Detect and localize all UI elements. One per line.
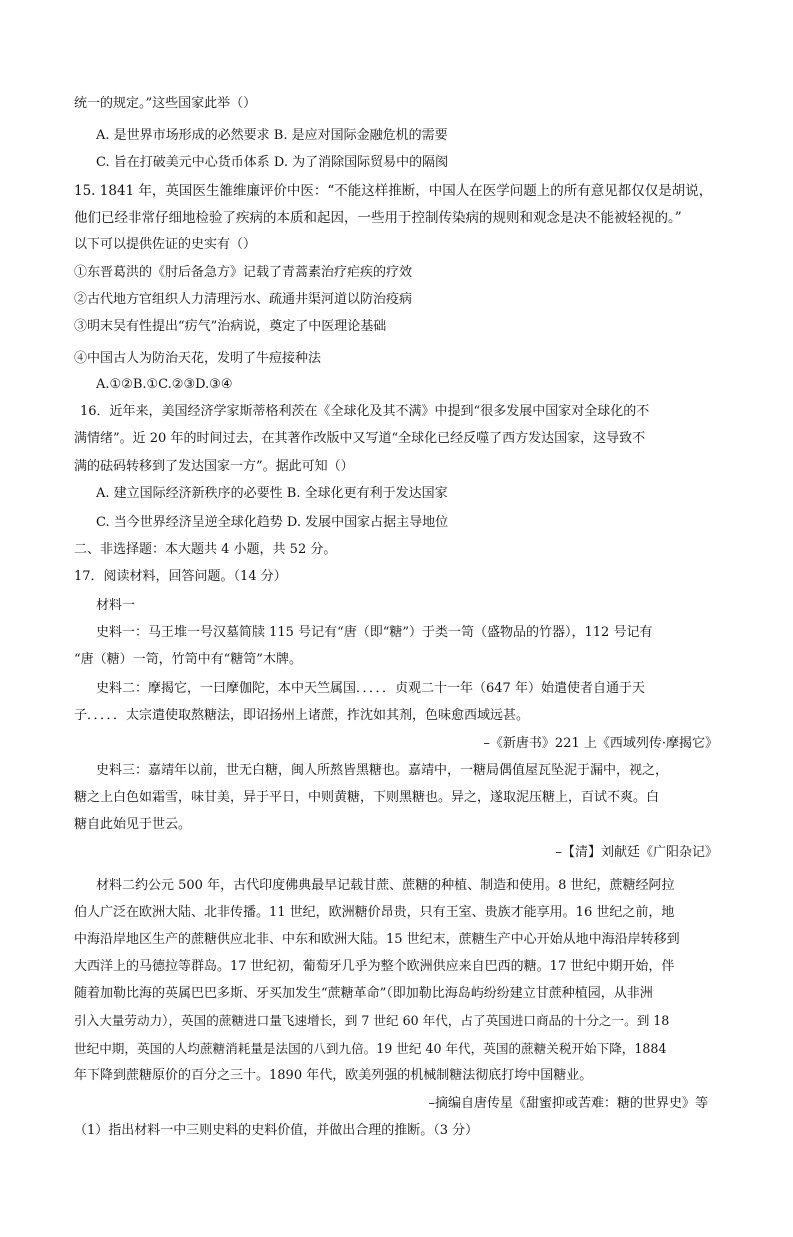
q15-item: ③明末吴有性提出“疠气”治病说，奠定了中医理论基础: [74, 319, 387, 334]
material-2-line: 中海沿岸地区生产的蔗糖供应北非、中东和欧洲大陆。15 世纪末，蔗糖生产中心开始从地中海沿岸转移到: [74, 932, 680, 947]
source-3-line: 糖自此始见于世云。: [74, 817, 192, 832]
source-2-citation: –《新唐书》221 上《西域列传·摩揭它》: [483, 736, 718, 751]
q16-stem-line: 满的砝码转移到了发达国家一方”。据此可知（）: [74, 459, 354, 474]
material-2-citation: –摘编自唐传星《甜蜜抑或苦难：糖的世界史》等: [428, 1096, 708, 1111]
material-2-line: 随着加勒比海的英属巴巴多斯、牙买加发生“蔗糖革命”（即加勒比海岛屿纷纷建立甘蔗种植园，从非洲: [74, 986, 653, 1001]
material-2-line: 年下降到蔗糖原价的百分之三十。1890 年代，欧美列强的机械制糖法彻底打垮中国糖业。: [74, 1068, 593, 1083]
q15-item: ①东晋葛洪的《肘后备急方》记载了青蒿素治疗疟疾的疗效: [74, 265, 413, 280]
q14-stem-end: 统一的规定。”这些国家此举（）: [74, 96, 257, 111]
material-2-line: 大西洋上的马德拉等群岛。17 世纪初，葡萄牙几乎为整个欧洲供应来自巴西的糖。17 世纪中期开始，伴: [74, 959, 675, 974]
q16-stem-line: 满情绪”。近 20 年的时间过去，在其著作改版中又写道“全球化已经反噬了西方发达国家，这导致不: [74, 431, 646, 446]
source-3-citation: –【清】刘献廷《广阳杂记》: [555, 845, 718, 860]
q16-stem-line: 16．近年来，美国经济学家斯蒂格利茨在《全球化及其不满》中提到“很多发展中国家对全球化的不: [80, 404, 650, 419]
sub-question-1: （1）指出材料一中三则史料的史料价值，并做出合理的推断。（3 分）: [74, 1123, 479, 1138]
q15-item: ④中国古人为防治天花，发明了牛痘接种法: [74, 351, 322, 366]
source-2-line: 子．．．．．太宗遣使取熬糖法，即诏扬州上诸蔗，拃沈如其剂，色味愈西域远甚。: [74, 708, 530, 723]
q14-options-ab: A. 是世界市场形成的必然要求 B. 是应对国际金融危机的需要: [96, 128, 448, 143]
q17-heading: 17．阅读材料，回答问题。（14 分）: [74, 569, 287, 584]
material-2-line: 引入大量劳动力），英国的蔗糖进口量飞速增长，到 7 世纪 60 年代，占了英国进口商品的十分之一。到 18: [74, 1013, 670, 1028]
source-2-line: 史料二：摩揭它，一曰摩伽陀，本中天竺属国．．．．．贞观二十一年（647 年）始遣使者自通于天: [96, 681, 645, 696]
q15-item: ②古代地方官组织人力清理污水、疏通井渠河道以防治疫病: [74, 292, 413, 307]
q15-stem-line: 15. 1841 年，英国医生雒维廉评价中医：“不能这样推断，中国人在医学问题上的所有意见都仅仅是胡说，: [74, 183, 713, 199]
source-3-line: 糖之上白色如霜雪，味甘美，异于平日，中则黄糖，下则黑糖也。异之，遂取泥压糖上，百试不爽。白: [74, 790, 660, 805]
source-1-line: “唐（糖）一笥，竹笥中有“糖笥”木牌。: [74, 652, 302, 667]
q16-options-cd: C. 当今世界经济呈逆全球化趋势 D. 发展中国家占据主导地位: [96, 515, 449, 530]
q14-options-cd: C. 旨在打破美元中心货币体系 D. 为了消除国际贸易中的隔阂: [96, 155, 449, 170]
q15-options: A.①②B.①C.②③D.③④: [96, 377, 233, 392]
material-2-line: 世纪中期，英国的人均蔗糖消耗量是法国的八到九倍。19 世纪 40 年代，英国的蔗糖关税开始下降，1884: [74, 1041, 667, 1056]
material-2-line: 材料二约公元 500 年，古代印度佛典最早记载甘蔗、蔗糖的种植、制造和使用。8 世纪，蔗糖经阿拉: [96, 878, 675, 893]
q15-stem-line: 以下可以提供佐证的史实有（）: [74, 237, 257, 252]
material-2-line: 伯人广泛在欧洲大陆、北非传播。11 世纪，欧洲糖价昂贵，只有王室、贵族才能享用。16 世纪之前，地: [74, 905, 675, 920]
material-1-label: 材料一: [96, 598, 136, 613]
source-3-line: 史料三：嘉靖年以前，世无白糖，闽人所熬皆黑糖也。嘉靖中，一糖局偶值屋瓦坠泥于漏中，视之，: [96, 763, 669, 778]
q15-stem-line: 他们已经非常仔细地检验了疾病的本质和起因，一些用于控制传染病的规则和观念是决不能被轻视的。”: [74, 210, 682, 226]
section-heading: 二、非选择题：本大题共 4 小题，共 52 分。: [74, 542, 337, 557]
source-1-line: 史料一：马王堆一号汉墓简牍 115 号记有“唐（即“糖”）于类一笥（盛物品的竹器），112 号记有: [96, 625, 653, 640]
q16-options-ab: A. 建立国际经济新秩序的必要性 B. 全球化更有利于发达国家: [96, 486, 448, 501]
